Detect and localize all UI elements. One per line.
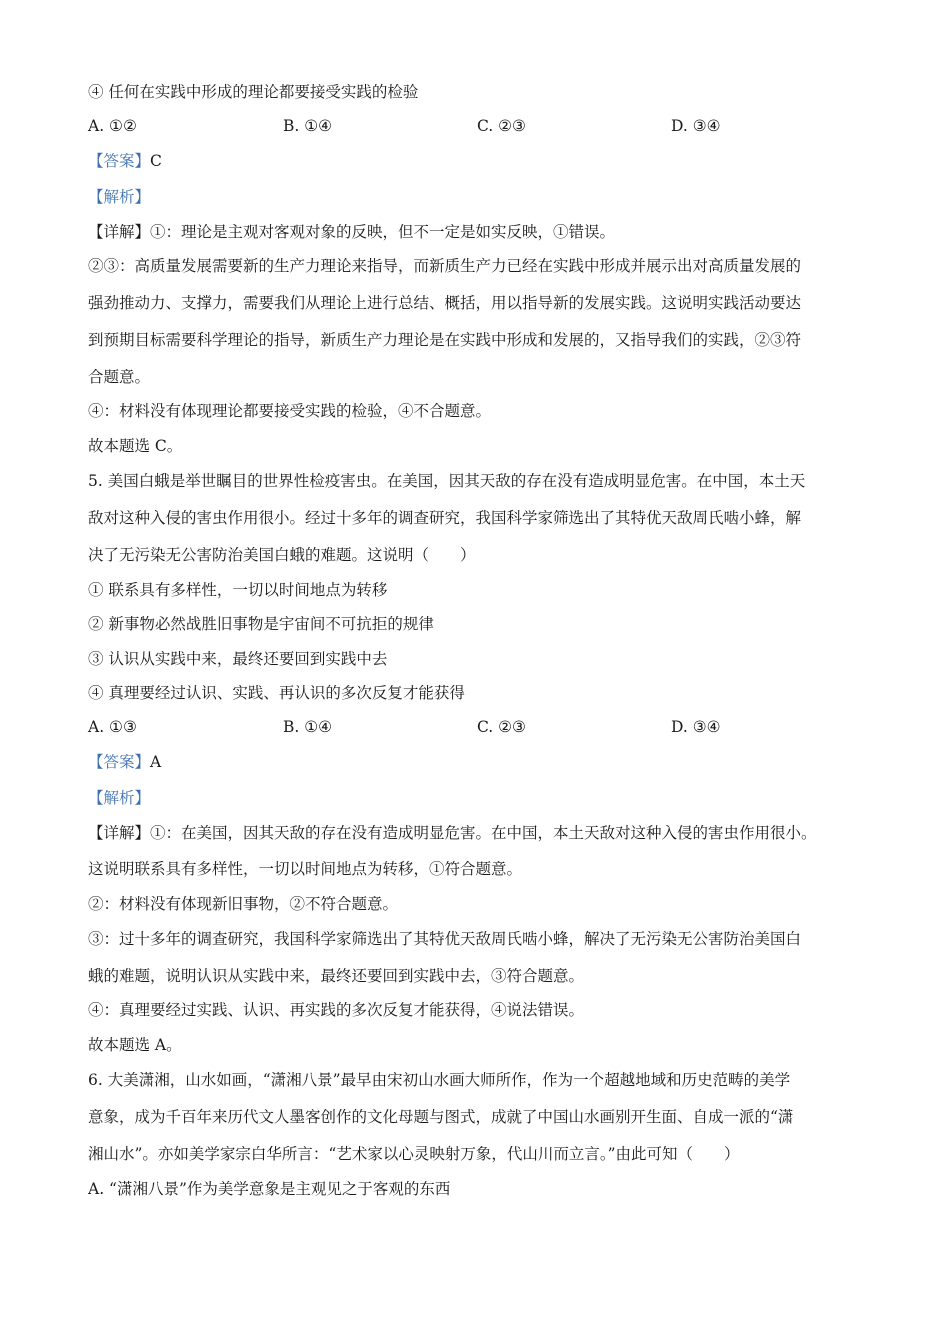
q6-stem-line-2: 意象，成为千百年来历代文人墨客创作的文化母题与图式，成就了中国山水画别开生面、自成一派的“潇 bbox=[88, 1108, 794, 1126]
q5-option-3: ③ 认识从实践中来，最终还要回到实践中去 bbox=[88, 650, 388, 668]
q6-option-a: A. “潇湘八景”作为美学意象是主观见之于客观的东西 bbox=[88, 1180, 451, 1198]
q4-choices bbox=[88, 116, 888, 136]
q5-choice-d: D. ③④ bbox=[671, 718, 721, 736]
q5-answer-value: A bbox=[150, 753, 162, 771]
q4-choice-c: C. ②③ bbox=[477, 117, 526, 135]
q5-choice-a: A. ①③ bbox=[88, 718, 137, 736]
q5-answer-line bbox=[88, 752, 880, 772]
q4-detail-line-3: 强劲推动力、支撑力，需要我们从理论上进行总结、概括，用以指导新的发展实践。这说明实践活动要达 bbox=[88, 294, 802, 312]
q4-choice-d: D. ③④ bbox=[671, 117, 721, 135]
q5-choice-b: B. ①④ bbox=[283, 718, 333, 736]
q4-analysis-tag: 【解析】 bbox=[88, 188, 151, 206]
q5-option-2: ② 新事物必然战胜旧事物是宇宙间不可抗拒的规律 bbox=[88, 615, 434, 633]
q5-stem-line-1: 5. 美国白蛾是举世瞩目的世界性检疫害虫。在美国，因其天敌的存在没有造成明显危害。在中国，本土天 bbox=[88, 472, 806, 490]
q4-option-4: ④ 任何在实践中形成的理论都要接受实践的检验 bbox=[88, 83, 419, 101]
q5-stem-line-3: 决了无污染无公害防治美国白蛾的难题。这说明（ ） bbox=[88, 546, 476, 564]
q5-detail-line-1 bbox=[88, 823, 880, 843]
q4-answer-value: C bbox=[150, 152, 162, 170]
q6-stem-line-1: 6. 大美潇湘，山水如画，“潇湘八景”最早由宋初山水画大师所作，作为一个超越地域和历史范畴的美学 bbox=[88, 1071, 791, 1089]
q5-detail-line-2: 这说明联系具有多样性，一切以时间地点为转移，①符合题意。 bbox=[88, 860, 523, 878]
q4-answer-line bbox=[88, 151, 880, 171]
q5-detail-line-4: ③：过十多年的调查研究，我国科学家筛选出了其特优天敌周氏啮小蜂，解决了无污染无公害防治美国白 bbox=[88, 930, 802, 948]
q4-detail-line-1 bbox=[88, 222, 880, 242]
q5-detail-line-3: ②：材料没有体现新旧事物，②不符合题意。 bbox=[88, 895, 399, 913]
q4-conclusion: 故本题选 C。 bbox=[88, 437, 183, 455]
q4-detail-line-2: ②③：高质量发展需要新的生产力理论来指导，而新质生产力已经在实践中形成并展示出对高质量发展的 bbox=[88, 257, 802, 275]
q5-choices bbox=[88, 717, 888, 737]
q4-detail-line-4: 到预期目标需要科学理论的指导，新质生产力理论是在实践中形成和发展的，又指导我们的实践，②③符 bbox=[88, 331, 802, 349]
q5-choice-c: C. ②③ bbox=[477, 718, 526, 736]
q5-detail-line-5: 蛾的难题，说明认识从实践中来，最终还要回到实践中去，③符合题意。 bbox=[88, 967, 585, 985]
q5-conclusion: 故本题选 A。 bbox=[88, 1036, 182, 1054]
q4-detail-line-5: 合题意。 bbox=[88, 368, 151, 386]
q6-stem-line-3: 湘山水”。亦如美学家宗白华所言：“艺术家以心灵映射万象，代山川而立言。”由此可知（ ） bbox=[88, 1145, 740, 1163]
q4-detail-line-6: ④：材料没有体现理论都要接受实践的检验，④不合题意。 bbox=[88, 402, 492, 420]
q4-answer-tag: 【答案】 bbox=[88, 152, 151, 170]
q5-detail-text-1: ①：在美国，因其天敌的存在没有造成明显危害。在中国，本土天敌对这种入侵的害虫作用很小。 bbox=[150, 824, 817, 842]
q5-detail-tag: 【详解】 bbox=[88, 824, 151, 842]
q5-analysis-tag: 【解析】 bbox=[88, 789, 151, 807]
q4-detail-tag: 【详解】 bbox=[88, 223, 151, 241]
q4-choice-b: B. ①④ bbox=[283, 117, 333, 135]
q5-option-1: ① 联系具有多样性，一切以时间地点为转移 bbox=[88, 581, 388, 599]
q4-detail-text-1: ①：理论是主观对客观对象的反映，但不一定是如实反映，①错误。 bbox=[150, 223, 616, 241]
q5-stem-line-2: 敌对这种入侵的害虫作用很小。经过十多年的调查研究，我国科学家筛选出了其特优天敌周氏啮小蜂，解 bbox=[88, 509, 802, 527]
q5-detail-line-6: ④：真理要经过实践、认识、再实践的多次反复才能获得，④说法错误。 bbox=[88, 1001, 585, 1019]
q5-answer-tag: 【答案】 bbox=[88, 753, 151, 771]
q4-choice-a: A. ①② bbox=[88, 117, 137, 135]
q5-option-4: ④ 真理要经过认识、实践、再认识的多次反复才能获得 bbox=[88, 684, 465, 702]
